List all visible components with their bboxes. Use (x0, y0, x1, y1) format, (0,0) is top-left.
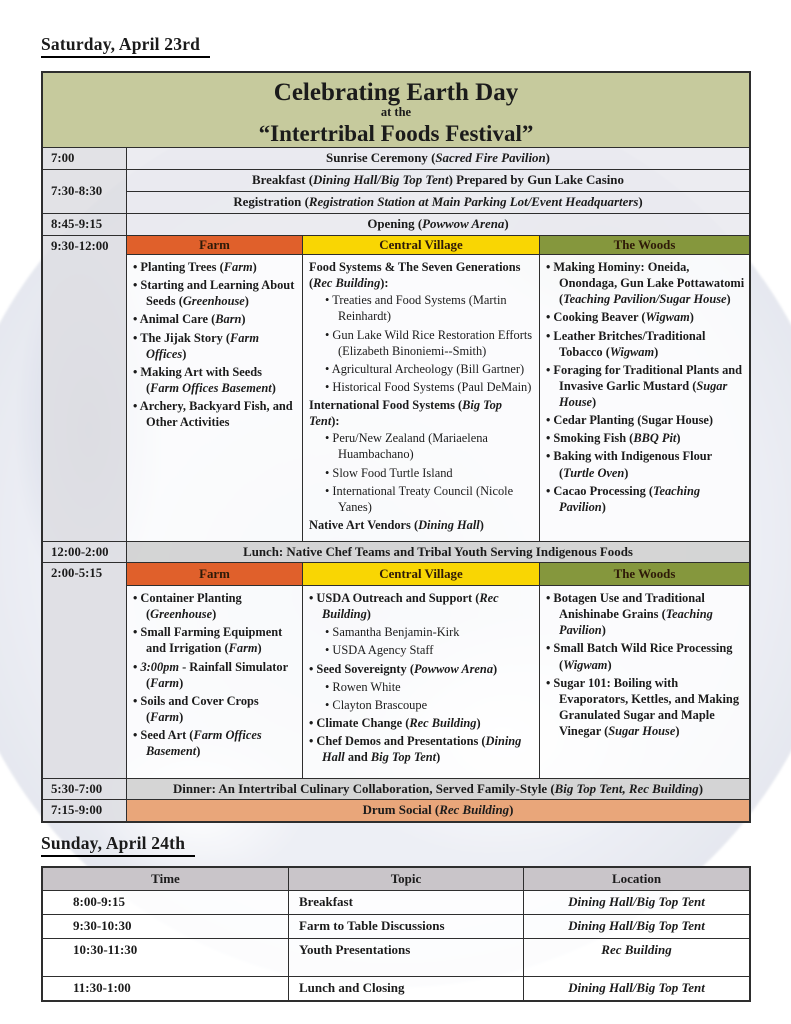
list-item: • Seed Art (Farm Offices Basement) (133, 728, 262, 759)
list-item: • Cooking Beaver (Wigwam) (546, 310, 694, 325)
list-item: • Animal Care (Barn) (133, 312, 246, 327)
morning-session-content (126, 255, 749, 541)
event-text: Opening ( Powwow Arena ) (126, 214, 749, 235)
morning-session-columns (126, 236, 749, 541)
sunday-schedule-table (41, 866, 751, 1002)
time-cell: 7:15-9:00 (43, 800, 126, 821)
drum-social-text: Drum Social ( Rec Building ) (126, 800, 749, 821)
woods-activities-list (539, 255, 749, 541)
location-cell: Dining Hall/Big Top Tent (523, 977, 749, 1000)
time-column-header: Time (43, 868, 288, 890)
list-item: • Gun Lake Wild Rice Restoration Efforts (Elizabeth Binoniemi--Smith) (325, 327, 533, 358)
list-item: • Chef Demos and Presentations (Dining Hall and Big Top Tent) (309, 734, 522, 765)
list-item: • Making Art with Seeds (Farm Offices Basement) (133, 364, 276, 395)
time-cell: 8:45-9:15 (43, 214, 126, 235)
time-cell: 5:30-7:00 (43, 779, 126, 799)
list-item: International Food Systems (Big Top Tent): (309, 398, 502, 429)
table-row (43, 914, 749, 938)
list-item: • Planting Trees (Farm) (133, 260, 257, 274)
list-item: • Samantha Benjamin-Kirk (325, 625, 460, 640)
table-row (43, 938, 749, 976)
central-village-activities-list (302, 586, 539, 778)
list-item: • Baking with Indigenous Flour (Turtle Oven) (546, 449, 712, 480)
list-item: • Seed Sovereignty (Powwow Arena) (309, 661, 498, 676)
central-village-activities-list (302, 255, 539, 541)
time-cell: 9:30-10:30 (43, 915, 288, 938)
the-woods-column-header: The Woods (539, 563, 749, 585)
farm-activities-list (126, 255, 302, 541)
location-cell: Dining Hall/Big Top Tent (523, 891, 749, 914)
afternoon-session-group (43, 562, 749, 778)
lunch-row (43, 541, 749, 562)
event-banner (43, 73, 749, 147)
list-item: • Treaties and Food Systems (Martin Reinhardt) (325, 293, 507, 324)
time-cell: 10:30-11:30 (43, 939, 288, 976)
list-item: • Cacao Processing (Teaching Pavilion) (546, 483, 701, 514)
topic-cell: Youth Presentations (288, 939, 523, 976)
dinner-row (43, 778, 749, 799)
opening-row (43, 213, 749, 235)
banner-title: Celebrating Earth Day (273, 79, 519, 106)
list-item: • Historical Food Systems (Paul DeMain) (325, 379, 532, 394)
list-item: • Smoking Fish (BBQ Pit) (546, 431, 681, 446)
list-item: • Clayton Brascoupe (325, 697, 428, 712)
banner-festival-name: “Intertribal Foods Festival” (258, 121, 534, 146)
list-item: • Small Farming Equipment and Irrigation (Farm) (133, 625, 283, 656)
farm-activities-list (126, 586, 302, 778)
list-item: Native Art Vendors (Dining Hall) (309, 517, 484, 532)
time-cell: 9:30-12:00 (43, 236, 126, 541)
time-cell: 8:00-9:15 (43, 891, 288, 914)
banner-subtitle: at the (380, 105, 412, 119)
list-item: • Rowen White (325, 679, 401, 694)
time-cell: 2:00-5:15 (43, 563, 126, 778)
dinner-text: Dinner: An Intertribal Culinary Collaboration, Served Family-Style ( Big Top Tent, Rec Building ) (126, 779, 749, 799)
topic-cell: Lunch and Closing (288, 977, 523, 1000)
time-cell: 7:00 (43, 148, 126, 169)
the-woods-column-header: The Woods (539, 236, 749, 254)
column-header-row (126, 236, 749, 255)
breakfast-registration-rows (43, 169, 749, 213)
sunday-heading: Sunday, April 24th (41, 833, 195, 857)
location-column-header: Location (523, 868, 749, 890)
list-item: • Making Hominy: Oneida, Onondaga, Gun Lake Pottawatomi (Teaching Pavilion/Sugar House) (546, 260, 745, 307)
column-header-row (126, 563, 749, 586)
breakfast-event-text: Breakfast ( Dining Hall/Big Top Tent ) Prepared by Gun Lake Casino (126, 170, 749, 191)
table-row (43, 976, 749, 1000)
list-item: • 3:00pm - Rainfall Simulator (Farm) (133, 659, 288, 690)
lunch-text: Lunch: Native Chef Teams and Tribal Youth Serving Indigenous Foods (126, 542, 749, 562)
topic-cell: Breakfast (288, 891, 523, 914)
list-item: • Container Planting (Greenhouse) (133, 591, 242, 622)
registration-event-text: Registration ( Registration Station at Main Parking Lot/Event Headquarters ) (126, 191, 749, 213)
list-item: • USDA Agency Staff (325, 643, 434, 658)
drum-social-row (43, 799, 749, 821)
time-cell: 11:30-1:00 (43, 977, 288, 1000)
list-item: • Small Batch Wild Rice Processing (Wigwam) (546, 641, 733, 672)
event-text: Sunrise Ceremony ( Sacred Fire Pavilion ) (126, 148, 749, 169)
morning-session-group (43, 235, 749, 541)
list-item: • USDA Outreach and Support (Rec Building) (309, 591, 499, 622)
table-row (43, 890, 749, 914)
list-item: • Agricultural Archeology (Bill Gartner) (325, 361, 525, 376)
list-item: • Peru/New Zealand (Mariaelena Huambachano) (325, 431, 488, 462)
list-item: • Leather Britches/Traditional Tobacco (Wigwam) (546, 328, 706, 359)
topic-column-header: Topic (288, 868, 523, 890)
list-item: • Botagen Use and Traditional Anishinabe Grains (Teaching Pavilion) (546, 591, 713, 638)
saturday-heading: Saturday, April 23rd (41, 34, 210, 58)
woods-activities-list (539, 586, 749, 778)
afternoon-session-content (126, 586, 749, 778)
farm-column-header: Farm (126, 236, 302, 254)
farm-column-header: Farm (126, 563, 302, 585)
time-cell: 7:30-8:30 (43, 170, 126, 213)
list-item: • Archery, Backyard Fish, and Other Activities (133, 399, 293, 430)
time-cell: 12:00-2:00 (43, 542, 126, 562)
list-item: • International Treaty Council (Nicole Yanes) (325, 483, 514, 514)
saturday-schedule-table (41, 71, 751, 823)
central-village-column-header: Central Village (302, 236, 539, 254)
list-item: • Foraging for Traditional Plants and Invasive Garlic Mustard (Sugar House) (546, 362, 743, 409)
list-item: • Starting and Learning About Seeds (Greenhouse) (133, 278, 295, 309)
list-item: • The Jijak Story (Farm Offices) (133, 330, 259, 361)
list-item: • Slow Food Turtle Island (325, 465, 453, 480)
list-item: • Soils and Cover Crops (Farm) (133, 693, 259, 724)
list-item: Food Systems & The Seven Generations (Rec Building): (309, 260, 521, 291)
sunrise-row (43, 147, 749, 169)
sunday-heading-wrap (41, 833, 751, 857)
location-cell: Rec Building (523, 939, 749, 976)
location-cell: Dining Hall/Big Top Tent (523, 915, 749, 938)
banner-row (43, 73, 749, 147)
list-item: • Cedar Planting (Sugar House) (546, 413, 714, 428)
list-item: • Sugar 101: Boiling with Evaporators, Kettles, and Making Granulated Sugar and Maple Vinegar (Sugar House) (546, 675, 740, 738)
central-village-column-header: Central Village (302, 563, 539, 585)
afternoon-session-columns (126, 563, 749, 778)
list-item: • Climate Change (Rec Building) (309, 715, 481, 730)
paired-events (126, 170, 749, 213)
sunday-header-row (43, 868, 749, 890)
topic-cell: Farm to Table Discussions (288, 915, 523, 938)
